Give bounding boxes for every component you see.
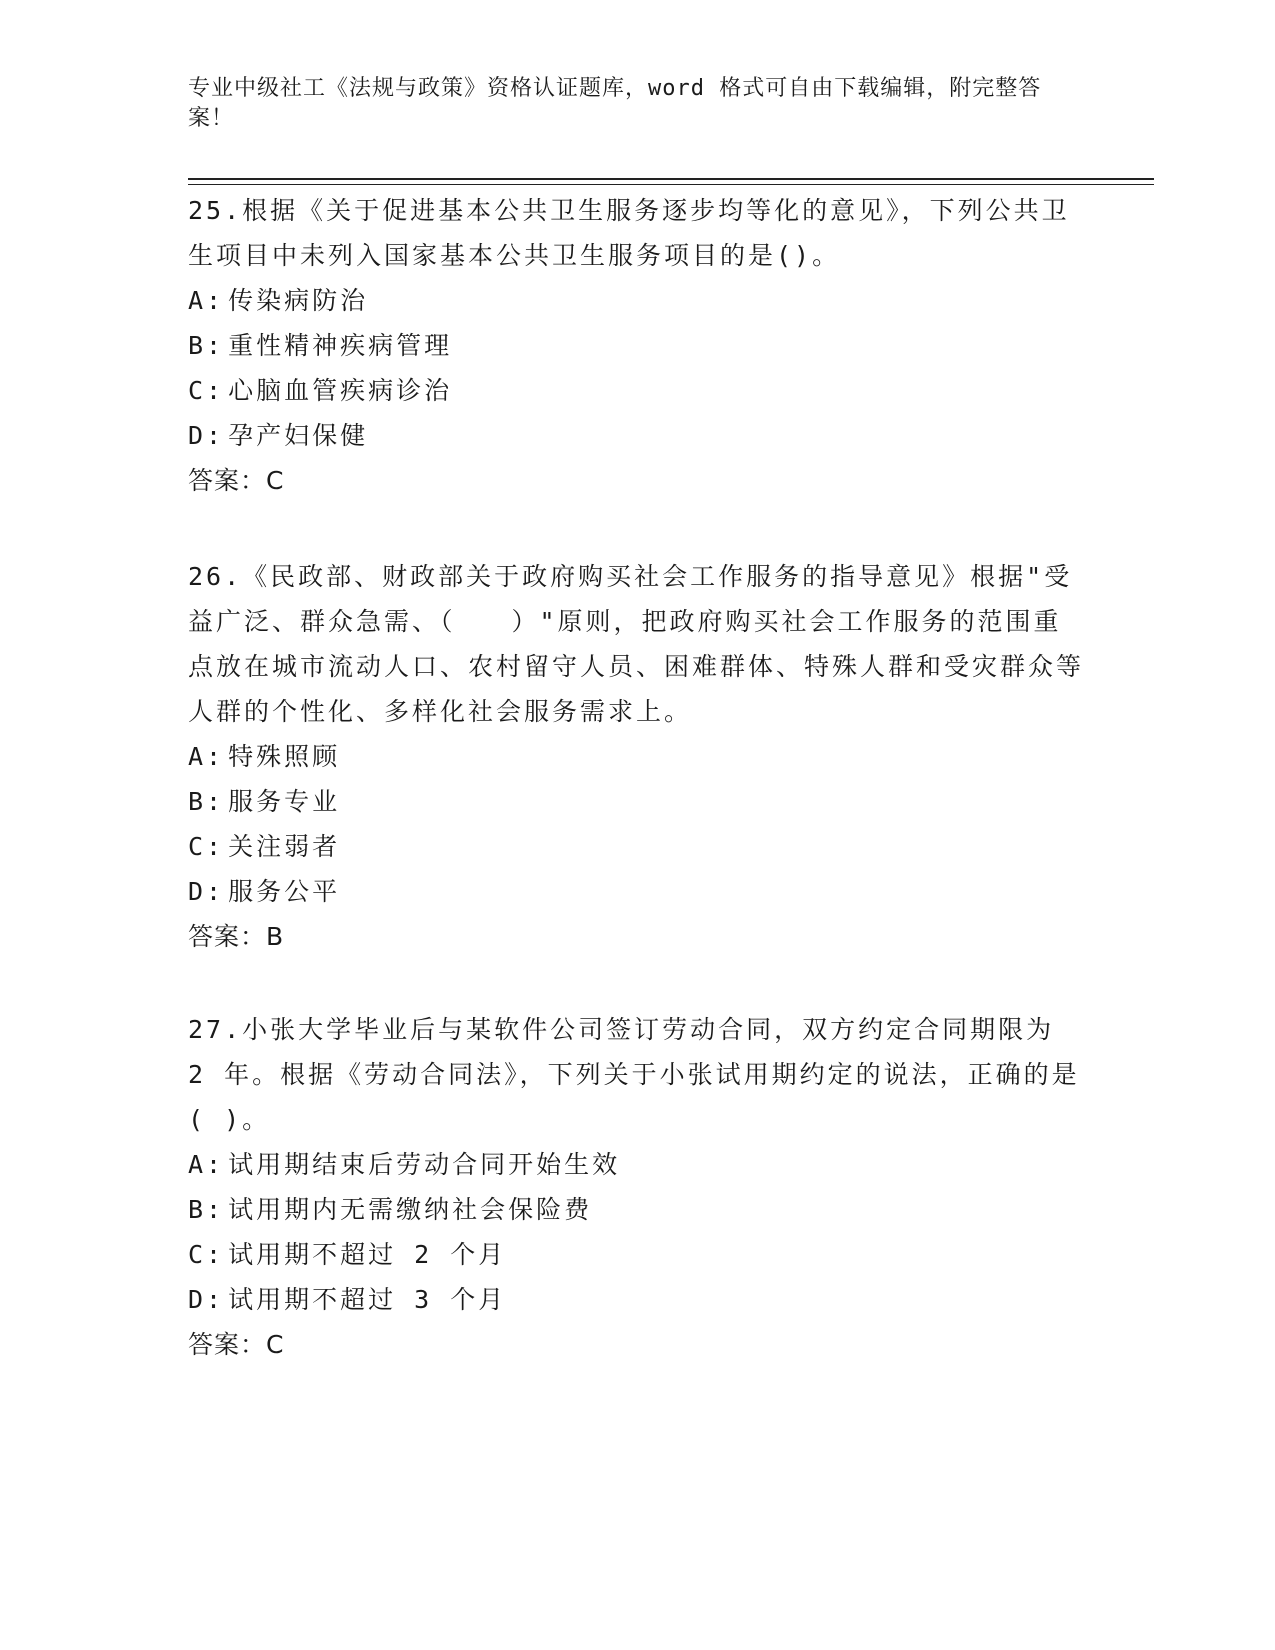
- answer-line: 答案：B: [188, 922, 285, 951]
- option-letter: C:: [188, 832, 225, 861]
- option-letter: D:: [188, 877, 225, 906]
- option-text: 试用期不超过 2 个月: [228, 1240, 507, 1269]
- option-letter: C:: [188, 376, 225, 405]
- question-26: [188, 554, 1088, 959]
- option-text: 重性精神疾病管理: [228, 331, 453, 360]
- header-divider-thick: [188, 178, 1154, 180]
- option-d: [188, 869, 1088, 914]
- option-letter: D:: [188, 421, 225, 450]
- question-stem: 27.小张大学毕业后与某软件公司签订劳动合同，双方约定合同期限为 2 年。根据《劳动合同法》，下列关于小张试用期约定的说法，正确的是( )。: [188, 1015, 1080, 1134]
- option-a: [188, 278, 1088, 323]
- option-text: 服务公平: [228, 877, 341, 906]
- question-stem: 26.《民政部、财政部关于政府购买社会工作服务的指导意见》根据"受益广泛、群众急需、（ ）"原则，把政府购买社会工作服务的范围重点放在城市流动人口、农村留守人员、困难群体、特殊人群和受灾群众等人群的个性化、多样化社会服务需求上。: [188, 562, 1085, 726]
- option-text: 传染病防治: [228, 286, 369, 315]
- option-d: [188, 1277, 1088, 1322]
- option-a: [188, 734, 1088, 779]
- option-text: 服务专业: [228, 787, 341, 816]
- option-c: [188, 824, 1088, 869]
- question-stem: 25.根据《关于促进基本公共卫生服务逐步均等化的意见》，下列公共卫生项目中未列入国家基本公共卫生服务项目的是()。: [188, 196, 1070, 270]
- option-b: [188, 323, 1088, 368]
- option-letter: D:: [188, 1285, 225, 1314]
- header-divider-thin: [188, 184, 1154, 185]
- option-b: [188, 779, 1088, 824]
- answer-line: 答案：C: [188, 466, 285, 495]
- option-text: 试用期结束后劳动合同开始生效: [228, 1150, 621, 1179]
- option-letter: B:: [188, 787, 225, 816]
- answer-line: 答案：C: [188, 1330, 285, 1359]
- option-text: 孕产妇保健: [228, 421, 369, 450]
- document-header: 专业中级社工《法规与政策》资格认证题库，word 格式可自由下载编辑，附完整答案！: [188, 76, 1042, 131]
- option-text: 试用期不超过 3 个月: [228, 1285, 507, 1314]
- option-c: [188, 368, 1088, 413]
- option-c: [188, 1232, 1088, 1277]
- question-27: [188, 1007, 1088, 1367]
- option-letter: C:: [188, 1240, 225, 1269]
- option-letter: B:: [188, 1195, 225, 1224]
- option-text: 试用期内无需缴纳社会保险费: [228, 1195, 593, 1224]
- option-letter: A:: [188, 286, 225, 315]
- option-letter: A:: [188, 742, 225, 771]
- option-a: [188, 1142, 1088, 1187]
- option-text: 特殊照顾: [228, 742, 341, 771]
- option-letter: A:: [188, 1150, 225, 1179]
- option-text: 心脑血管疾病诊治: [228, 376, 453, 405]
- option-d: [188, 413, 1088, 458]
- option-b: [188, 1187, 1088, 1232]
- option-text: 关注弱者: [228, 832, 341, 861]
- question-25: [188, 188, 1088, 503]
- option-letter: B:: [188, 331, 225, 360]
